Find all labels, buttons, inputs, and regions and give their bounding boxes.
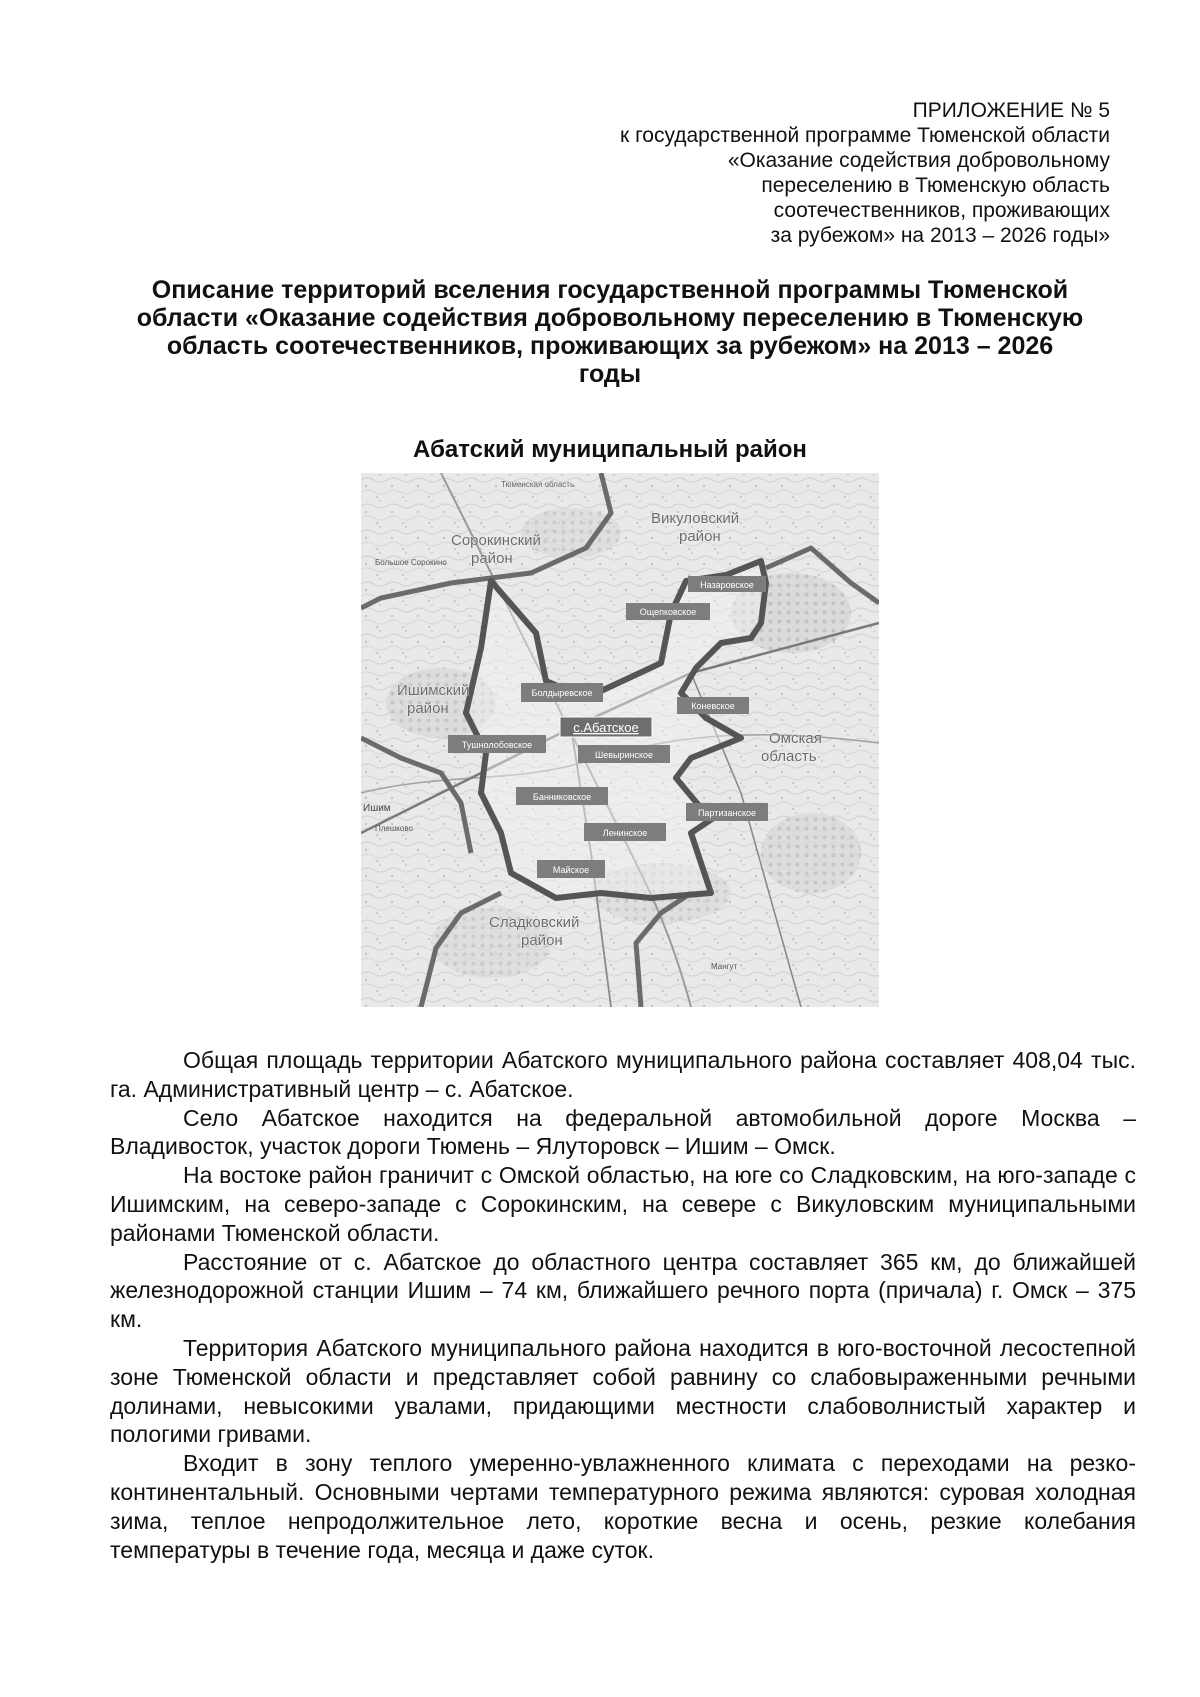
settlement-bannikovskoe: Банниковское (532, 792, 592, 802)
document-title (110, 276, 1110, 388)
map-label-mangut: Мангут (711, 962, 738, 971)
appendix-line: переселению в Тюменскую область (761, 174, 1110, 197)
title-line: области «Оказание содействия добровольному переселению в Тюменскую (136, 304, 1084, 332)
forest-patch (761, 813, 861, 893)
settlement-tushnolobovskoe: Тушнолобовское (461, 740, 533, 750)
settlement-leninskoe: Ленинское (602, 828, 648, 838)
paragraph-climate: Входит в зону теплого умеренно-увлажненного климата с переходами на резко-континентальный. Основными чертами температурного режима являются: суровая холодная зима, теплое непродолжительное лето, короткие весна и осень, резкие колебания температуры в течение года, месяца и даже суток. (110, 1450, 1136, 1563)
paragraph-distances: Расстояние от с. Абатское до областного центра составляет 365 км, до ближайшей железнодорожной станции Ишим – 74 км, ближайшего речного порта (причала) г. Омск – 375 км. (110, 1248, 1136, 1333)
settlement-center-abatskoe: с.Абатское (573, 720, 639, 735)
neighbor-label-ishimsky: Ишимский (397, 682, 470, 699)
appendix-line: «Оказание содействия добровольному (727, 149, 1110, 172)
neighbor-label-sorokinsky: Сорокинский (451, 532, 541, 549)
section-title: Абатский муниципальный район (413, 436, 807, 463)
neighbor-label-sladkovsky: район (521, 932, 563, 949)
settlement-shevyrinskoe: Шевыринское (594, 750, 654, 760)
neighbor-label-omsk: область (761, 748, 817, 765)
appendix-line: ПРИЛОЖЕНИЕ № 5 (912, 99, 1110, 122)
title-line: область соотечественников, проживающих за рубежом» на 2013 – 2026 (166, 332, 1054, 360)
settlement-boldyrevskoe: Болдыревское (531, 688, 593, 698)
settlement-ostepkovskoe: Ощепковское (639, 607, 697, 617)
paragraph-terrain: Территория Абатского муниципального района находится в юго-восточной лесостепной зоне Тюменской области и представляет собой равнину со слабовыраженными речными долинами, невысокими увалами, придающими местности слабоволнистый характер и пологими гривами. (110, 1334, 1136, 1448)
appendix-line: за рубежом» на 2013 – 2026 годы» (770, 224, 1110, 247)
paragraph-area: Общая площадь территории Абатского муниципального района составляет 408,04 тыс. га. Административный центр – с. Абатское. (110, 1047, 1136, 1102)
paragraph-road: Село Абатское находится на федеральной автомобильной дороге Москва – Владивосток, участок дороги Тюмень – Ялуторовск – Ишим – Омск. (110, 1104, 1136, 1160)
map-label-bolshoe-sorokino: Большое Сорокино (375, 558, 447, 567)
map-label-pleshkovo: Плешково (375, 824, 413, 833)
neighbor-label-omsk: Омская (769, 730, 822, 747)
neighbor-label-ishimsky: район (407, 700, 449, 717)
settlement-nazarovskoe: Назаровское (700, 580, 754, 590)
appendix-line: соотечественников, проживающих (773, 199, 1110, 222)
settlement-konevskoe: Коневское (691, 701, 735, 711)
title-line: Описание территорий вселения государственной программы Тюменской (151, 276, 1069, 304)
neighbor-label-vikulovsky: Викуловский (651, 510, 740, 527)
settlement-partizanskoe: Партизанское (697, 808, 757, 818)
body-text (110, 1046, 1136, 1564)
paragraph-borders: На востоке район граничит с Омской областью, на юге со Сладковским, на юго-западе с Ишимским, на северо-западе с Сорокинским, на севере с Викуловским муниципальными районами Тюменской области. (110, 1162, 1136, 1246)
settlement-mayskoe: Майское (552, 865, 590, 875)
map-label-top: Тюменская область (501, 480, 575, 489)
district-map (361, 473, 879, 1007)
neighbor-label-vikulovsky: район (679, 528, 721, 545)
appendix-header (470, 98, 1110, 248)
title-line: годы (578, 360, 642, 388)
neighbor-label-sorokinsky: район (471, 550, 513, 567)
neighbor-label-sladkovsky: Сладковский (489, 914, 580, 931)
map-label-ishim: Ишим (363, 803, 391, 814)
appendix-line: к государственной программе Тюменской области (620, 124, 1110, 147)
